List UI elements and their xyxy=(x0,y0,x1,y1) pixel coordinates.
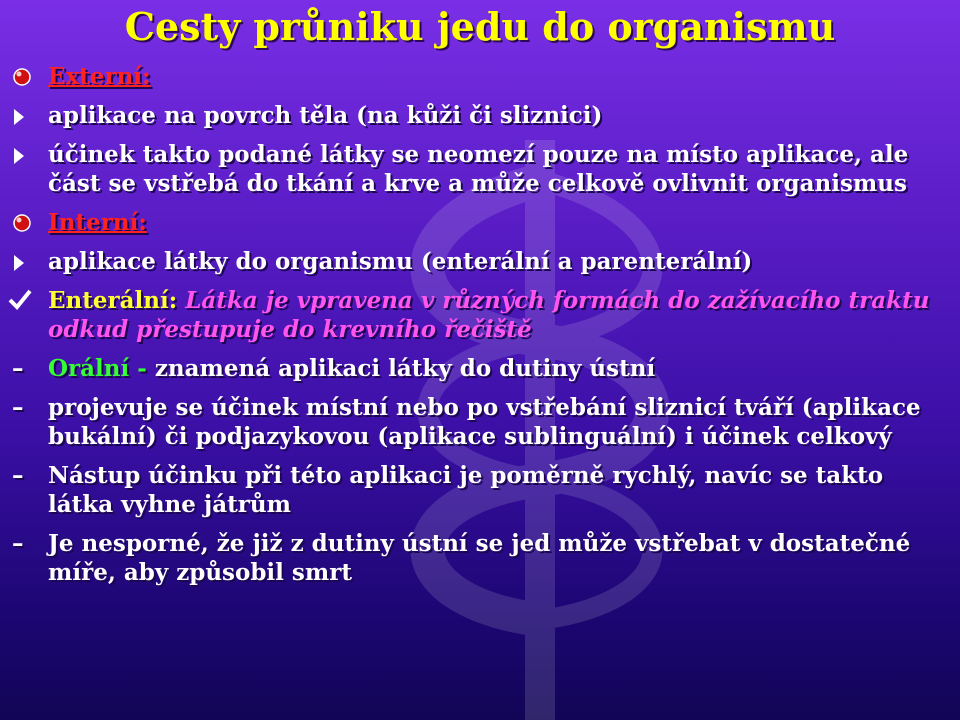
item-text: účinek takto podané látky se neomezí pouze na místo aplikace, ale část se vstřebá do tkání a krve a může celkově ovlivnit organismus xyxy=(48,141,909,197)
item-text: Nástup účinku při této aplikaci je poměrně rychlý, navíc se takto látka vyhne játrům xyxy=(48,462,884,518)
list-item xyxy=(8,62,953,91)
triangle-bullet-icon xyxy=(12,146,26,166)
red-sphere-bullet-icon xyxy=(12,67,32,87)
list-item xyxy=(8,247,953,276)
triangle-bullet-icon xyxy=(12,253,26,273)
dash-bullet: – xyxy=(12,530,24,557)
item-text: projevuje se účinek místní nebo po vstřebání sliznicí tváří (aplikace bukální) či podjazykovou (aplikace sublinguální) i účinek celkový xyxy=(48,394,921,450)
dash-bullet: – xyxy=(12,394,24,421)
externi-heading: Externí: xyxy=(48,63,151,90)
dash-bullet: – xyxy=(12,355,24,382)
oral-label: Orální - xyxy=(48,355,147,382)
list-item xyxy=(8,529,953,587)
enteral-text: Látka je vpravena v různých formách do zažívacího traktu odkud přestupuje do krevního řečiště xyxy=(48,287,930,343)
list-item xyxy=(8,393,953,451)
item-text: znamená aplikaci látky do dutiny ústní xyxy=(154,355,656,382)
triangle-bullet-icon xyxy=(12,107,26,127)
list-item xyxy=(8,208,953,237)
list-item xyxy=(8,461,953,519)
checkmark-bullet-icon xyxy=(8,288,32,310)
enteral-label: Enterální: xyxy=(48,287,178,314)
item-text: Je nesporné, že již z dutiny ústní se jed může vstřebat v dostatečné míře, aby způsobil smrt xyxy=(48,530,911,586)
red-sphere-bullet-icon xyxy=(12,213,32,233)
item-text: aplikace látky do organismu (enterální a parenterální) xyxy=(48,248,753,275)
bullet-list xyxy=(8,62,953,587)
dash-bullet: – xyxy=(12,462,24,489)
list-item xyxy=(8,140,953,198)
slide-title: Cesty průniku jedu do organismu xyxy=(124,4,836,49)
interni-heading: Interní: xyxy=(48,209,147,236)
list-item xyxy=(8,354,953,383)
list-item xyxy=(8,286,953,344)
item-text: aplikace na povrch těla (na kůži či sliznici) xyxy=(48,102,603,129)
list-item xyxy=(8,101,953,130)
